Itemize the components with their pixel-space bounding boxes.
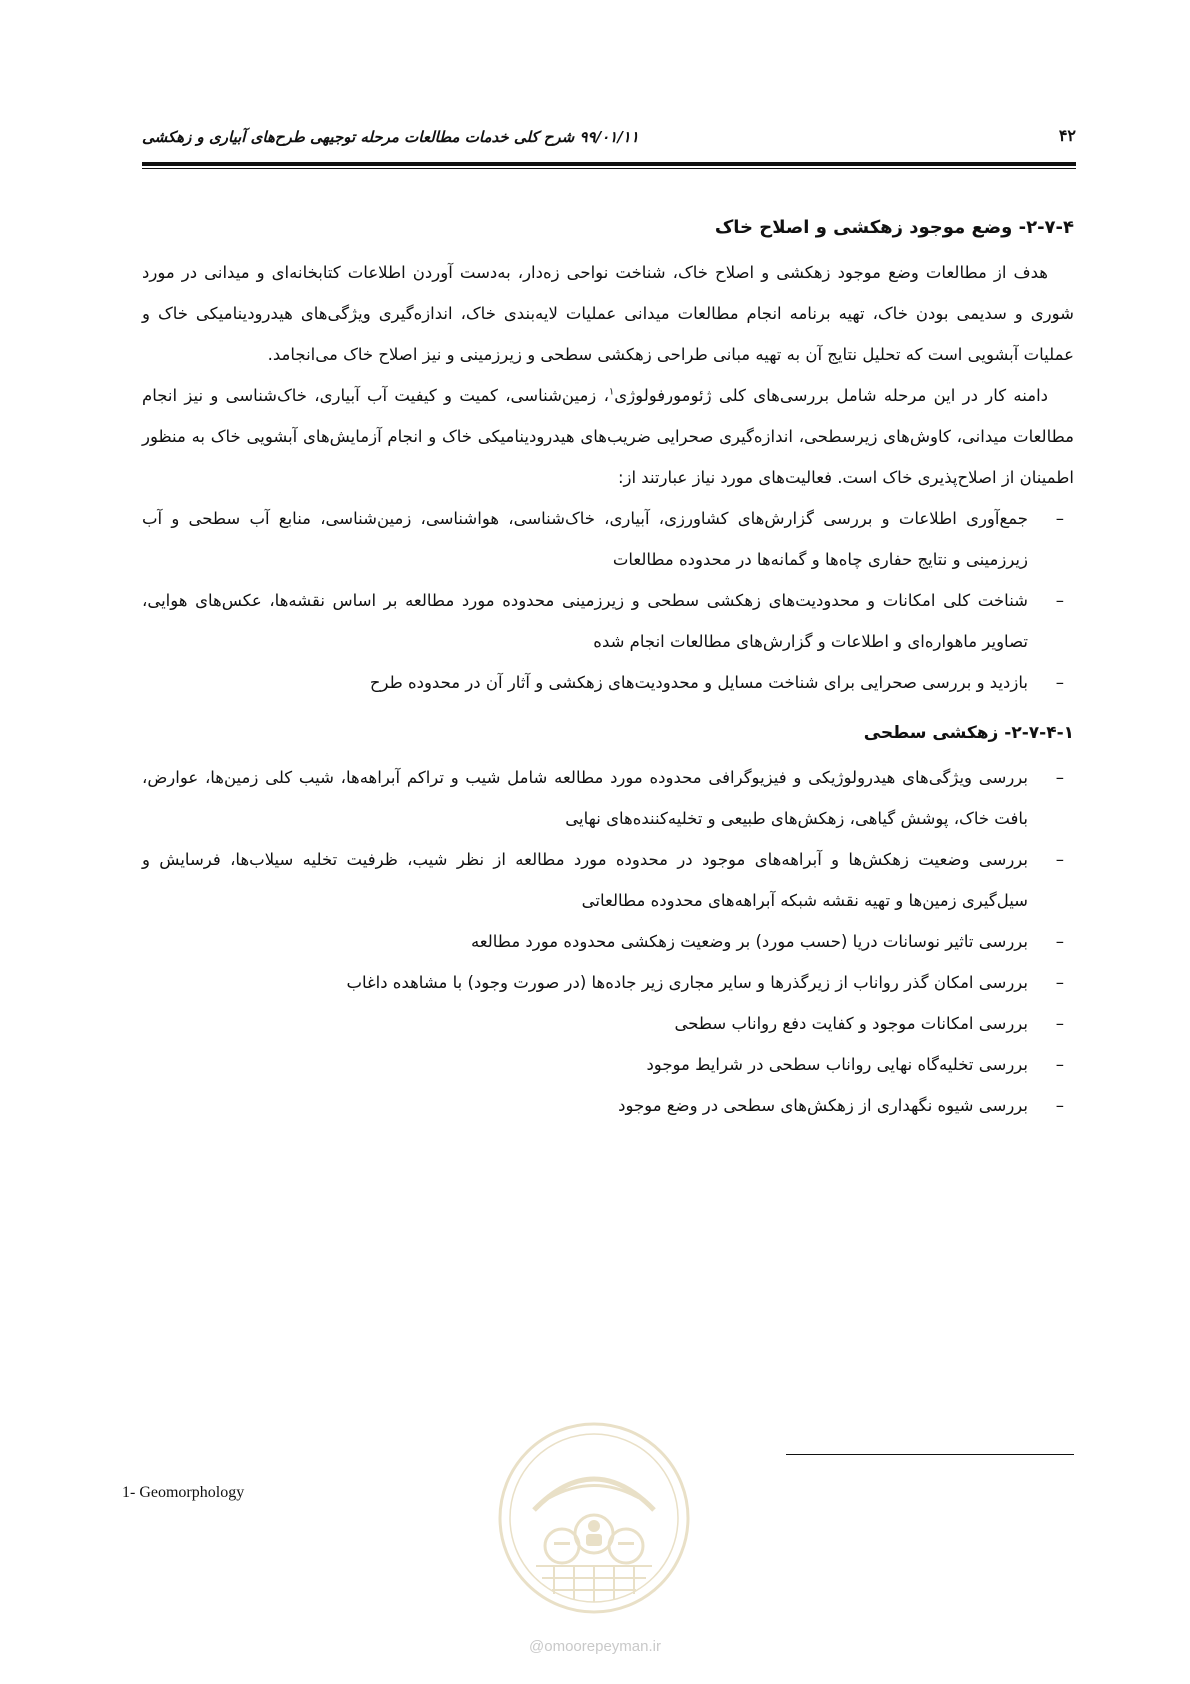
subsection-heading: ۲-۷-۴-۱- زهکشی سطحی	[863, 723, 1074, 743]
running-title: ۹۹/۰۱/۱۱ شرح کلی خدمات مطالعات مرحله توجیهی طرح‌های آبیاری و زهکشی	[142, 128, 639, 146]
bullet-dash: –	[1055, 1014, 1064, 1033]
paragraph-2-text-start: دامنه کار در این مرحله شامل بررسی‌های کلی ژئومورفولوژی	[614, 386, 1049, 405]
footnote: 1- Geomorphology	[122, 1484, 245, 1501]
list-item	[142, 1044, 1074, 1085]
running-header	[142, 124, 1076, 156]
bullet-dash: –	[1055, 673, 1064, 692]
list-item	[142, 1085, 1074, 1126]
list-item-text: بررسی شیوه نگهداری از زهکش‌های سطحی در وضع موجود	[618, 1096, 1028, 1115]
bullet-dash: –	[1055, 1096, 1064, 1115]
list-item	[142, 1003, 1074, 1044]
list-item-text: شناخت کلی امکانات و محدودیت‌های زهکشی سطحی و زیرزمینی محدوده مورد مطالعه بر اساس نقشه‌ها، عکس‌های هوایی، تصاویر ماهواره‌ای و اطلاعات و گزارش‌های مطالعات انجام شده	[142, 591, 1028, 651]
watermark-logo-icon	[494, 1418, 694, 1618]
list-item-text: بررسی ویژگی‌های هیدرولوژیکی و فیزیوگرافی محدوده مورد مطالعه شامل شیب و تراکم آبراهه‌ها، شیب کلی زمین‌ها، عوارض، بافت خاک، پوشش گیاهی، زهکش‌های طبیعی و تخلیه‌کننده‌های نهایی	[142, 768, 1028, 828]
header-rule-thick	[142, 162, 1076, 166]
bullet-dash: –	[1055, 591, 1064, 610]
section-heading: ۲-۷-۴- وضع موجود زهکشی و اصلاح خاک	[714, 217, 1074, 238]
list-item-text: بررسی وضعیت زهکش‌ها و آبراهه‌های موجود در محدوده مورد مطالعه از نظر شیب، ظرفیت تخلیه سیلاب‌ها، فرسایش و سیل‌گیری زمین‌ها و تهیه نقشه شبکه آبراهه‌های محدوده مطالعاتی	[142, 850, 1028, 910]
page-number: ۴۲	[1058, 126, 1076, 145]
list-item-text: بررسی امکانات موجود و کفایت دفع رواناب سطحی	[674, 1014, 1028, 1033]
list-item	[142, 662, 1074, 703]
bullet-dash: –	[1055, 932, 1064, 951]
list-item-text: بازدید و بررسی صحرایی برای شناخت مسایل و محدودیت‌های زهکشی و آثار آن در محدوده طرح	[369, 673, 1028, 692]
surface-drainage-list	[142, 757, 1074, 1126]
bullet-dash: –	[1055, 509, 1064, 528]
paragraph-2-text-end: ، زمین‌شناسی، کمیت و کیفیت آب آبیاری، خاک‌شناسی و نیز انجام مطالعات میدانی، کاوش‌های زیرسطحی، اندازه‌گیری صحرایی ضریب‌های هیدرودینامیکی خاک و انجام آزمایش‌های آبشویی خاک به منظور اطمینان از اصلاح‌پذیری خاک است. فعالیت‌های مورد نیاز عبارتند از:	[142, 386, 1074, 487]
footnote-separator	[786, 1454, 1074, 1455]
page-content	[142, 212, 1074, 1126]
list-item	[142, 962, 1074, 1003]
list-item	[142, 757, 1074, 839]
section-paragraph-1: هدف از مطالعات وضع موجود زهکشی و اصلاح خاک، شناخت نواحی زه‌دار، به‌دست آوردن اطلاعات کتابخانه‌ای و میدانی در مورد شوری و سدیمی بودن خاک، تهیه برنامه انجام مطالعات میدانی عملیات لایه‌بندی خاک، اندازه‌گیری ویژگی‌های هیدرودینامیکی خاک و عملیات آبشویی است که تحلیل نتایج آن به تهیه مبانی طراحی زهکشی سطحی و زیرزمینی و نیز اصلاح خاک می‌انجامد.	[142, 263, 1074, 364]
list-item-text: بررسی امکان گذر رواناب از زیرگذرها و سایر مجاری زیر جاده‌ها (در صورت وجود) با مشاهده داغاب	[346, 973, 1028, 992]
bullet-dash: –	[1055, 1055, 1064, 1074]
activities-list	[142, 498, 1074, 703]
header-rule-thin	[142, 168, 1076, 169]
section-paragraph-2	[142, 375, 1074, 498]
list-item	[142, 580, 1074, 662]
list-item	[142, 921, 1074, 962]
list-item	[142, 839, 1074, 921]
list-item-text: بررسی تاثیر نوسانات دریا (حسب مورد) بر وضعیت زهکشی محدوده مورد مطالعه	[470, 932, 1028, 951]
bullet-dash: –	[1055, 850, 1064, 869]
list-item	[142, 498, 1074, 580]
list-item-text: بررسی تخلیه‌گاه نهایی رواناب سطحی در شرایط موجود	[646, 1055, 1028, 1074]
bullet-dash: –	[1055, 973, 1064, 992]
watermark-url: @omoorepeyman.ir	[529, 1638, 661, 1655]
footnote-reference[interactable]: ۱	[608, 386, 615, 398]
list-item-text: جمع‌آوری اطلاعات و بررسی گزارش‌های کشاورزی، آبیاری، خاک‌شناسی، هواشناسی، زمین‌شناسی، منابع آب سطحی و آب زیرزمینی و نتایج حفاری چاه‌ها و گمانه‌ها در محدوده مطالعات	[142, 509, 1028, 569]
bullet-dash: –	[1055, 768, 1064, 787]
